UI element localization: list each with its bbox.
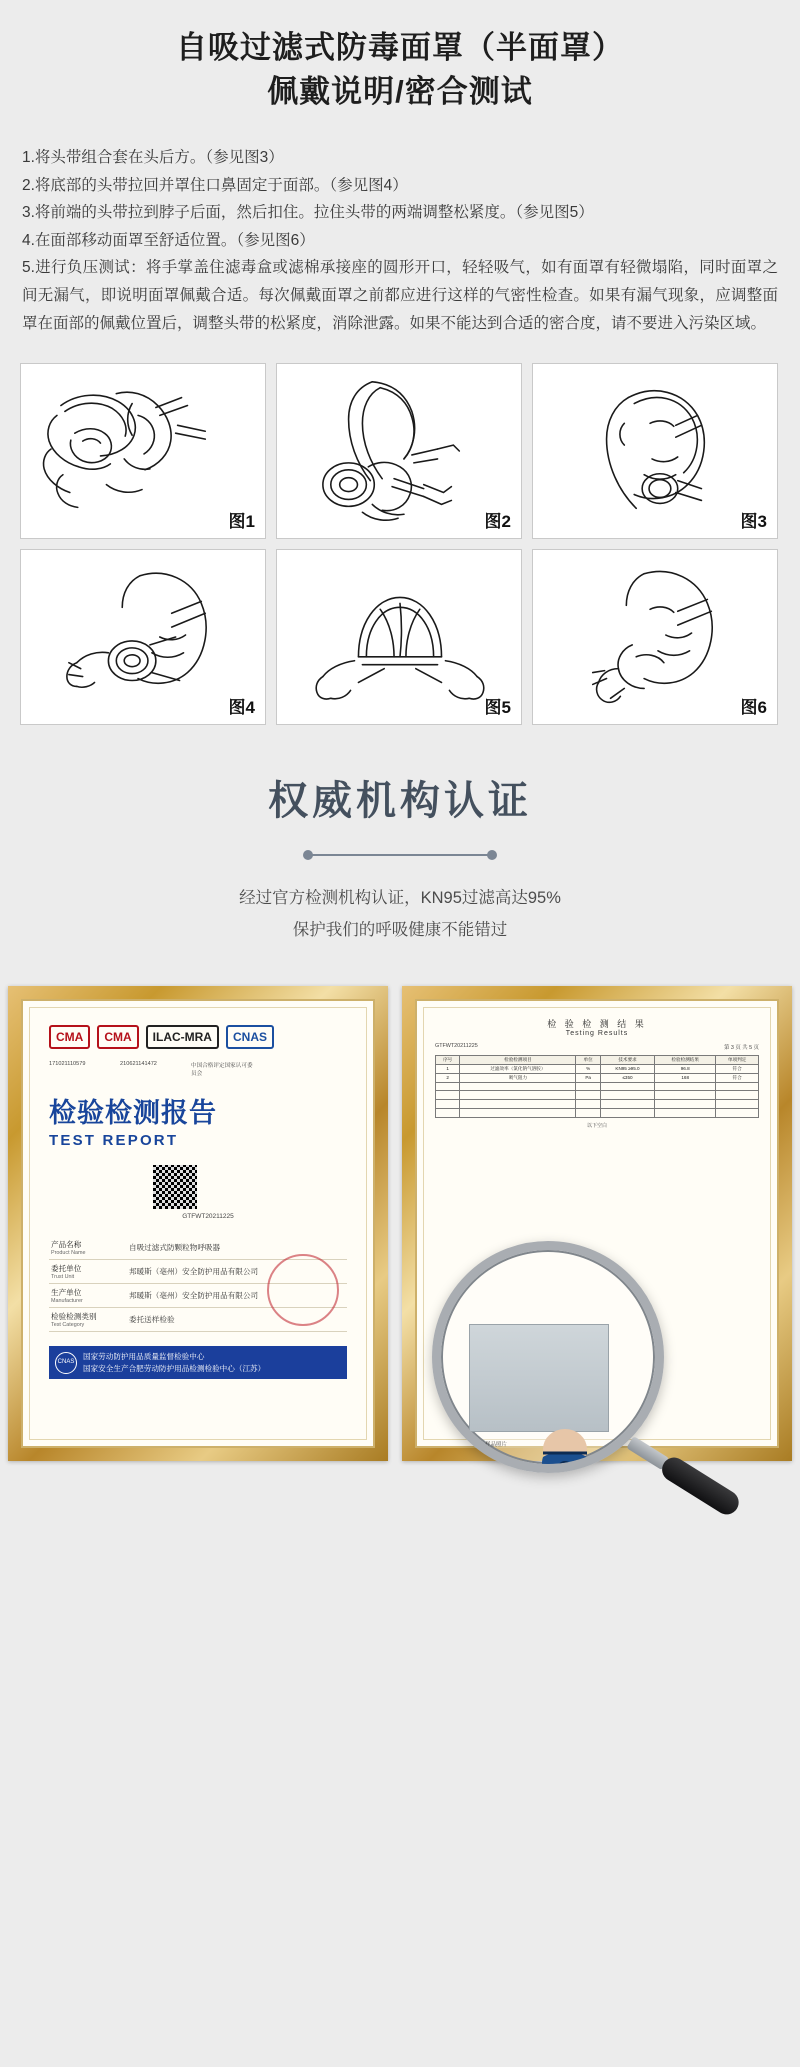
page-title-line1: 自吸过滤式防毒面罩（半面罩） xyxy=(176,30,624,65)
cell-no: 2 xyxy=(436,1073,460,1082)
cell-req: KN95 ≥95.0 xyxy=(600,1065,654,1074)
figure-label-3: 图3 xyxy=(740,512,767,532)
col-req: 技术要求 xyxy=(600,1056,654,1065)
instruction-step-3: 3.将前端的头带拉到脖子后面，然后扣住。拉住头带的两端调整松紧度。（参见图5） xyxy=(22,204,594,222)
cell-result: 168 xyxy=(655,1073,716,1082)
row-key-cn: 检验检测类别 xyxy=(51,1312,97,1322)
sample-photo-caption: 样品照片 xyxy=(485,1442,508,1449)
figure-label-5: 图5 xyxy=(484,698,511,718)
divider-dot-right xyxy=(487,850,497,860)
table-row xyxy=(436,1100,759,1109)
authority-line-1: 国家劳动防护用品质量监督检验中心 xyxy=(83,1352,205,1362)
cma-badge-1: CMA xyxy=(49,1025,90,1049)
row-key-en: Trust Unit xyxy=(51,1274,75,1281)
cnas-caption: 中国合格评定国家认可委员会 xyxy=(191,1063,253,1078)
cnas-badge: CNAS xyxy=(226,1025,274,1049)
results-title-cn: 检 验 检 测 结 果 xyxy=(547,1019,647,1030)
instruction-step-2: 2.将底部的头带拉回并罩住口鼻固定于面部。（参见图4） xyxy=(22,176,408,194)
instruction-step-1: 1.将头带组合套在头后方。（参见图3） xyxy=(22,149,284,167)
row-key-cn: 委托单位 xyxy=(51,1264,82,1274)
results-page-meta: 第 3 页 共 5 页 xyxy=(723,1045,759,1052)
cell-result: 96.8 xyxy=(655,1065,716,1074)
row-value: 自吸过滤式防颗粒物呼吸器 xyxy=(127,1236,347,1260)
page-title xyxy=(0,26,800,114)
report-number: GTFWT20211225 xyxy=(182,1213,234,1221)
table-row xyxy=(436,1091,759,1100)
row-key-cn: 生产单位 xyxy=(51,1288,82,1298)
figure-cell-1 xyxy=(20,363,266,539)
issuing-authority-banner xyxy=(49,1346,347,1379)
figure-label-6: 图6 xyxy=(740,698,767,718)
figure-cell-6 xyxy=(532,549,778,725)
instruction-step-4: 4.在面部移动面罩至舒适位置。（参见图6） xyxy=(22,231,315,249)
figure-row-1 xyxy=(20,363,780,539)
cell-item: 吸气阻力 xyxy=(460,1073,576,1082)
figure-cell-3 xyxy=(532,363,778,539)
figure-label-2: 图2 xyxy=(484,512,511,532)
cell-verdict: 符合 xyxy=(716,1073,759,1082)
figure-row-2 xyxy=(20,549,780,725)
col-result: 检验检测结果 xyxy=(655,1056,716,1065)
figure-cell-5 xyxy=(276,549,522,725)
report-title-en: TEST REPORT xyxy=(49,1132,179,1150)
row-value: 委托送样检验 xyxy=(127,1308,347,1332)
red-stamp xyxy=(267,1254,339,1326)
framed-test-results xyxy=(402,986,792,1461)
report-title: 检验检测报告 xyxy=(49,1098,217,1129)
page-header xyxy=(0,0,800,132)
certification-block xyxy=(0,745,800,976)
results-table xyxy=(435,1055,759,1117)
cell-no: 1 xyxy=(436,1065,460,1074)
authority-line-2: 国家安全生产合肥劳动防护用品检测检验中心（江苏） xyxy=(83,1363,266,1373)
row-value: 邦暖斯（亳州）安全防护用品有限公司 xyxy=(127,1260,347,1284)
table-row xyxy=(436,1108,759,1117)
ilac-mra-badge: ILAC-MRA xyxy=(146,1025,219,1049)
certification-line-1: 经过官方检测机构认证，KN95过滤高达95% xyxy=(239,889,561,908)
table-row xyxy=(436,1065,759,1074)
table-row xyxy=(436,1073,759,1082)
results-report-no: GTFWT20211225 xyxy=(435,1043,478,1050)
col-unit: 单位 xyxy=(576,1056,600,1065)
results-footer: 以下空白 xyxy=(586,1122,607,1129)
results-title-en: Testing Results xyxy=(565,1030,629,1038)
badge-numbers xyxy=(49,1061,347,1077)
row-key-en: Test Category xyxy=(51,1322,85,1329)
row-value: 邦暖斯（亳州）安全防护用品有限公司 xyxy=(127,1284,347,1308)
cell-req: ≤350 xyxy=(600,1073,654,1082)
certification-line-2: 保护我们的呼吸健康不能错过 xyxy=(292,921,508,940)
instruction-step-5: 5.进行负压测试：将手掌盖住滤毒盒或滤棉承接座的圆形开口，轻轻吸气，如有面罩有轻微塌陷，同时面罩之间无漏气，即说明面罩佩戴合适。每次佩戴面罩之前都应进行这样的气密性检查。如果有漏气现象，应调整面罩在面部的佩戴位置后，调整头带的松紧度，消除泄露。如果不能达到合适的密合度，请不要进入污染区域。 xyxy=(22,259,778,332)
certificates-photo-area xyxy=(0,976,800,1486)
col-item: 检验检测项目 xyxy=(460,1056,576,1065)
col-verdict: 单项判定 xyxy=(716,1056,759,1065)
cnas-round-mark: CNAS xyxy=(55,1352,77,1374)
cma-badge-2: CMA xyxy=(97,1025,138,1049)
figure-grid xyxy=(0,359,800,745)
certification-heading: 权威机构认证 xyxy=(268,779,532,824)
qr-code xyxy=(153,1165,197,1209)
cell-unit: Pa xyxy=(576,1073,600,1082)
divider-dot-left xyxy=(303,850,313,860)
page-title-line2: 佩戴说明/密合测试 xyxy=(267,74,533,110)
figure-label-1: 图1 xyxy=(228,512,255,532)
cell-unit: % xyxy=(576,1065,600,1074)
divider-bar xyxy=(305,854,495,856)
row-key-en: Product Name xyxy=(51,1250,86,1257)
row-key-cn: 产品名称 xyxy=(51,1240,82,1250)
figure-cell-4 xyxy=(20,549,266,725)
col-no: 序号 xyxy=(436,1056,460,1065)
badge-number-1: 171021110579 xyxy=(49,1061,86,1068)
accreditation-badges xyxy=(49,1025,347,1049)
table-row xyxy=(436,1082,759,1091)
table-header-row xyxy=(436,1056,759,1065)
instructions-block xyxy=(0,132,800,359)
cell-verdict: 符合 xyxy=(716,1065,759,1074)
section-divider xyxy=(305,848,495,862)
framed-test-report xyxy=(8,986,388,1461)
figure-label-4: 图4 xyxy=(228,698,255,718)
row-key-en: Manufacturer xyxy=(51,1298,83,1305)
cell-item: 过滤效率（氯化钠气溶胶） xyxy=(460,1065,576,1074)
badge-number-2: 210621141472 xyxy=(120,1061,157,1068)
figure-cell-2 xyxy=(276,363,522,539)
